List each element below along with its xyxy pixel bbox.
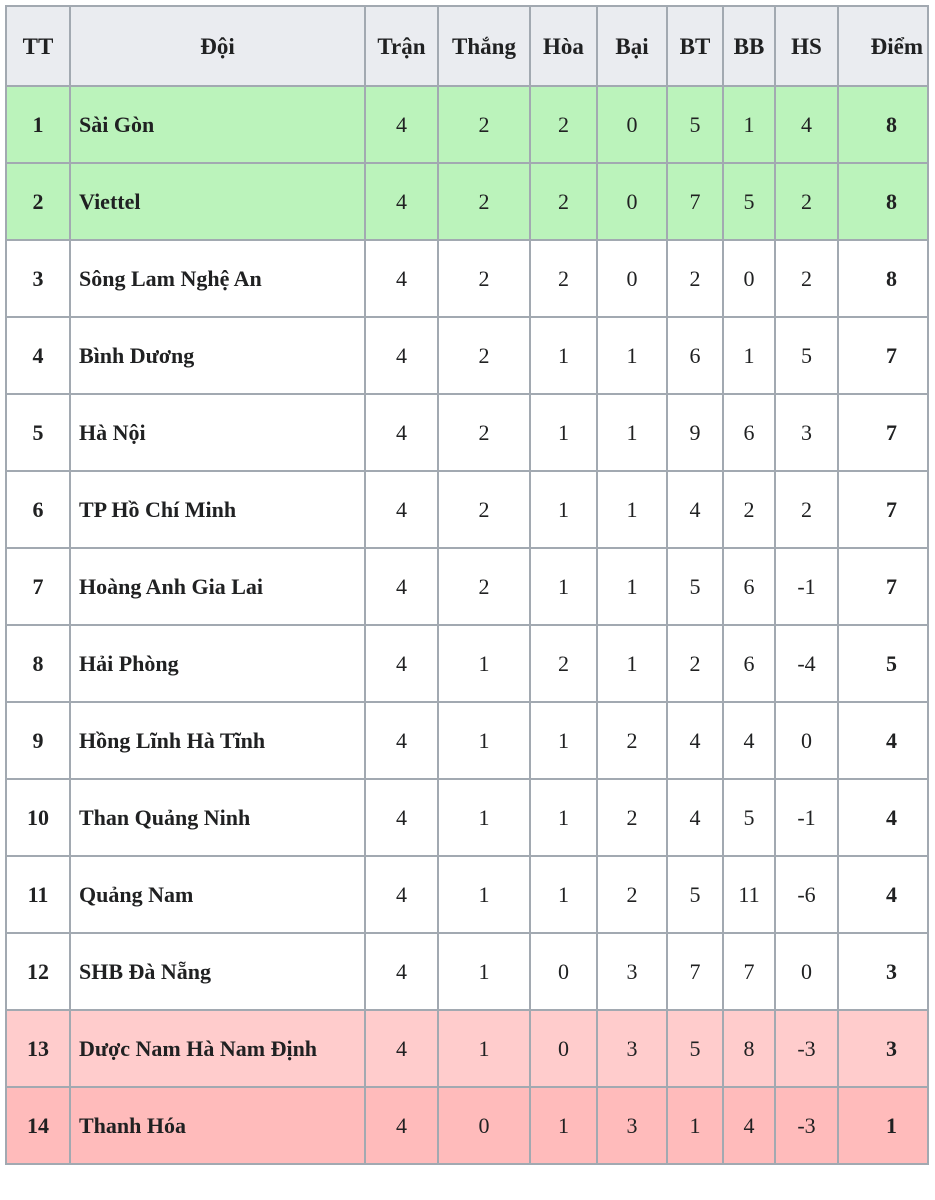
goals-for-cell: 5	[667, 856, 723, 933]
points-cell: 4	[838, 702, 928, 779]
header-row	[6, 6, 928, 86]
played-cell: 4	[365, 471, 438, 548]
goals-against-cell: 1	[723, 317, 775, 394]
goals-against-cell: 5	[723, 779, 775, 856]
goals-for-cell: 4	[667, 779, 723, 856]
table-row-3	[6, 240, 928, 317]
drawn-cell: 0	[530, 933, 597, 1010]
won-cell: 2	[438, 548, 530, 625]
rank-cell: 12	[6, 933, 70, 1010]
drawn-cell: 2	[530, 163, 597, 240]
goals-for-cell: 9	[667, 394, 723, 471]
table-row-4	[6, 317, 928, 394]
team-name-cell: Sông Lam Nghệ An	[70, 240, 365, 317]
goal-diff-cell: 2	[775, 163, 838, 240]
points-cell: 8	[838, 163, 928, 240]
header-drawn: Hòa	[530, 6, 597, 86]
team-name-cell: Hồng Lĩnh Hà Tĩnh	[70, 702, 365, 779]
drawn-cell: 2	[530, 86, 597, 163]
goals-against-cell: 2	[723, 471, 775, 548]
played-cell: 4	[365, 856, 438, 933]
goal-diff-cell: 2	[775, 240, 838, 317]
lost-cell: 2	[597, 779, 667, 856]
points-cell: 1	[838, 1087, 928, 1164]
goals-against-cell: 6	[723, 394, 775, 471]
lost-cell: 3	[597, 1010, 667, 1087]
played-cell: 4	[365, 625, 438, 702]
won-cell: 2	[438, 163, 530, 240]
table-row-11	[6, 856, 928, 933]
team-name-cell: Hà Nội	[70, 394, 365, 471]
rank-cell: 6	[6, 471, 70, 548]
table-row-5	[6, 394, 928, 471]
standings-body	[6, 86, 928, 1164]
points-cell: 7	[838, 394, 928, 471]
goals-for-cell: 5	[667, 1010, 723, 1087]
team-name-cell: Hải Phòng	[70, 625, 365, 702]
won-cell: 2	[438, 394, 530, 471]
drawn-cell: 1	[530, 779, 597, 856]
header-goals-against: BB	[723, 6, 775, 86]
won-cell: 2	[438, 86, 530, 163]
goals-for-cell: 6	[667, 317, 723, 394]
points-cell: 7	[838, 471, 928, 548]
goals-for-cell: 4	[667, 702, 723, 779]
header-won: Thắng	[438, 6, 530, 86]
points-cell: 7	[838, 548, 928, 625]
goals-for-cell: 5	[667, 548, 723, 625]
team-name-cell: Quảng Nam	[70, 856, 365, 933]
rank-cell: 4	[6, 317, 70, 394]
goal-diff-cell: -3	[775, 1087, 838, 1164]
won-cell: 1	[438, 625, 530, 702]
lost-cell: 1	[597, 317, 667, 394]
team-name-cell: Thanh Hóa	[70, 1087, 365, 1164]
goals-for-cell: 1	[667, 1087, 723, 1164]
goal-diff-cell: -6	[775, 856, 838, 933]
header-lost: Bại	[597, 6, 667, 86]
played-cell: 4	[365, 86, 438, 163]
won-cell: 1	[438, 933, 530, 1010]
won-cell: 2	[438, 471, 530, 548]
points-cell: 5	[838, 625, 928, 702]
goal-diff-cell: 3	[775, 394, 838, 471]
header-played: Trận	[365, 6, 438, 86]
drawn-cell: 1	[530, 702, 597, 779]
lost-cell: 3	[597, 933, 667, 1010]
goal-diff-cell: 0	[775, 933, 838, 1010]
table-row-6	[6, 471, 928, 548]
header-goals-for: BT	[667, 6, 723, 86]
table-row-14	[6, 1087, 928, 1164]
lost-cell: 3	[597, 1087, 667, 1164]
table-row-12	[6, 933, 928, 1010]
played-cell: 4	[365, 1087, 438, 1164]
won-cell: 0	[438, 1087, 530, 1164]
drawn-cell: 1	[530, 1087, 597, 1164]
team-name-cell: SHB Đà Nẵng	[70, 933, 365, 1010]
played-cell: 4	[365, 779, 438, 856]
played-cell: 4	[365, 240, 438, 317]
played-cell: 4	[365, 1010, 438, 1087]
rank-cell: 13	[6, 1010, 70, 1087]
drawn-cell: 1	[530, 856, 597, 933]
points-cell: 8	[838, 86, 928, 163]
lost-cell: 1	[597, 471, 667, 548]
goals-against-cell: 6	[723, 625, 775, 702]
goals-for-cell: 5	[667, 86, 723, 163]
rank-cell: 8	[6, 625, 70, 702]
goal-diff-cell: 0	[775, 702, 838, 779]
standings-table	[5, 5, 929, 1165]
rank-cell: 2	[6, 163, 70, 240]
lost-cell: 0	[597, 240, 667, 317]
drawn-cell: 1	[530, 394, 597, 471]
goals-against-cell: 11	[723, 856, 775, 933]
goals-against-cell: 8	[723, 1010, 775, 1087]
header-team: Đội	[70, 6, 365, 86]
header-points: Điểm	[838, 6, 928, 86]
points-cell: 4	[838, 856, 928, 933]
goals-against-cell: 4	[723, 1087, 775, 1164]
lost-cell: 1	[597, 625, 667, 702]
table-row-10	[6, 779, 928, 856]
drawn-cell: 1	[530, 317, 597, 394]
played-cell: 4	[365, 548, 438, 625]
drawn-cell: 2	[530, 240, 597, 317]
goals-against-cell: 7	[723, 933, 775, 1010]
goals-against-cell: 0	[723, 240, 775, 317]
won-cell: 1	[438, 856, 530, 933]
goals-for-cell: 2	[667, 625, 723, 702]
goal-diff-cell: -3	[775, 1010, 838, 1087]
rank-cell: 11	[6, 856, 70, 933]
header-goal-diff: HS	[775, 6, 838, 86]
points-cell: 3	[838, 933, 928, 1010]
table-row-13	[6, 1010, 928, 1087]
rank-cell: 1	[6, 86, 70, 163]
lost-cell: 2	[597, 856, 667, 933]
rank-cell: 14	[6, 1087, 70, 1164]
rank-cell: 3	[6, 240, 70, 317]
played-cell: 4	[365, 702, 438, 779]
points-cell: 8	[838, 240, 928, 317]
played-cell: 4	[365, 394, 438, 471]
team-name-cell: Than Quảng Ninh	[70, 779, 365, 856]
won-cell: 1	[438, 1010, 530, 1087]
played-cell: 4	[365, 933, 438, 1010]
table-row-7	[6, 548, 928, 625]
table-row-1	[6, 86, 928, 163]
goals-against-cell: 4	[723, 702, 775, 779]
table-row-8	[6, 625, 928, 702]
goal-diff-cell: -4	[775, 625, 838, 702]
team-name-cell: Hoàng Anh Gia Lai	[70, 548, 365, 625]
team-name-cell: Sài Gòn	[70, 86, 365, 163]
lost-cell: 1	[597, 548, 667, 625]
team-name-cell: Bình Dương	[70, 317, 365, 394]
played-cell: 4	[365, 317, 438, 394]
table-row-9	[6, 702, 928, 779]
rank-cell: 10	[6, 779, 70, 856]
lost-cell: 1	[597, 394, 667, 471]
won-cell: 1	[438, 702, 530, 779]
goal-diff-cell: 5	[775, 317, 838, 394]
goal-diff-cell: 2	[775, 471, 838, 548]
rank-cell: 7	[6, 548, 70, 625]
goals-for-cell: 4	[667, 471, 723, 548]
header-rank: TT	[6, 6, 70, 86]
rank-cell: 5	[6, 394, 70, 471]
played-cell: 4	[365, 163, 438, 240]
points-cell: 4	[838, 779, 928, 856]
lost-cell: 2	[597, 702, 667, 779]
goals-for-cell: 7	[667, 933, 723, 1010]
goal-diff-cell: -1	[775, 548, 838, 625]
drawn-cell: 1	[530, 471, 597, 548]
team-name-cell: Dược Nam Hà Nam Định	[70, 1010, 365, 1087]
rank-cell: 9	[6, 702, 70, 779]
goals-against-cell: 1	[723, 86, 775, 163]
drawn-cell: 0	[530, 1010, 597, 1087]
table-row-2	[6, 163, 928, 240]
drawn-cell: 1	[530, 548, 597, 625]
won-cell: 2	[438, 240, 530, 317]
won-cell: 2	[438, 317, 530, 394]
team-name-cell: Viettel	[70, 163, 365, 240]
team-name-cell: TP Hồ Chí Minh	[70, 471, 365, 548]
goal-diff-cell: -1	[775, 779, 838, 856]
lost-cell: 0	[597, 163, 667, 240]
goal-diff-cell: 4	[775, 86, 838, 163]
won-cell: 1	[438, 779, 530, 856]
lost-cell: 0	[597, 86, 667, 163]
points-cell: 7	[838, 317, 928, 394]
goals-against-cell: 6	[723, 548, 775, 625]
goals-for-cell: 7	[667, 163, 723, 240]
drawn-cell: 2	[530, 625, 597, 702]
points-cell: 3	[838, 1010, 928, 1087]
goals-for-cell: 2	[667, 240, 723, 317]
goals-against-cell: 5	[723, 163, 775, 240]
